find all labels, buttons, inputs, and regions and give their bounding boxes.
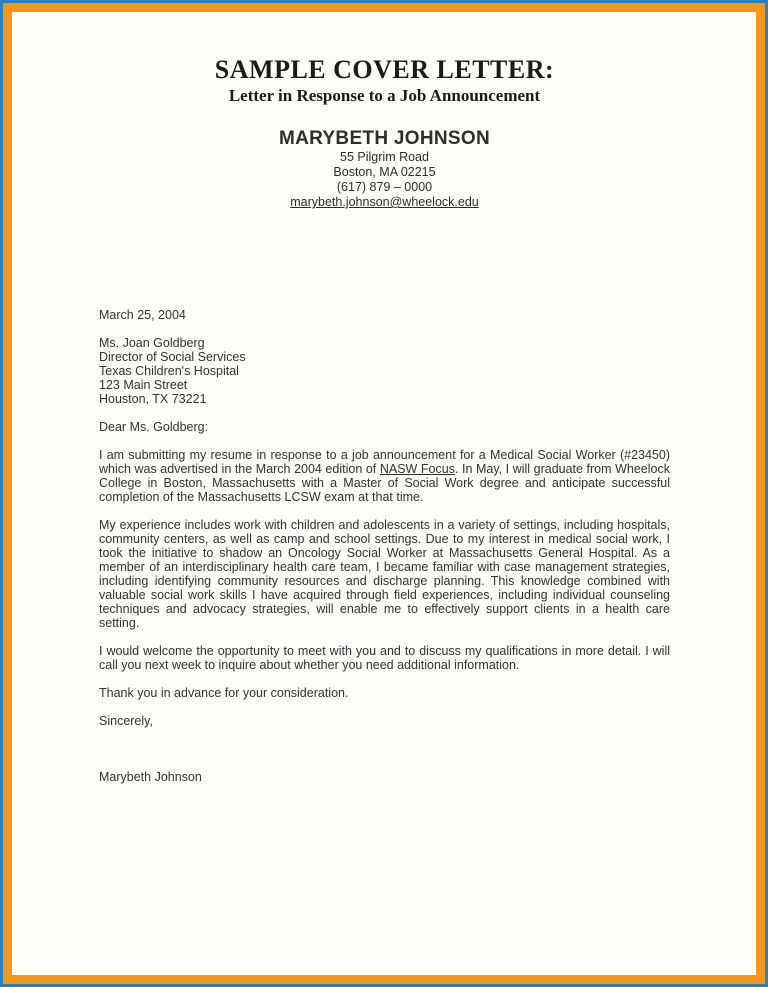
salutation: Dear Ms. Goldberg: bbox=[99, 419, 209, 434]
body-paragraph-2: My experience includes work with children and adolescents in a variety of settings, including hospitals, community centers, as well as camp and school settings. Due to my interest in medical social work, I took the initiative to shadow an Oncology Social Worker at Massachusetts General Hospital. As a member of an interdisciplinary health care team, I became familiar with case management strategies, including identifying community resources and discharge planning. This knowledge combined with valuable social work skills I have acquired through field experiences, including individual counseling techniques and advocacy strategies, will enable me to effectively support clients in a health care setting. bbox=[99, 517, 670, 630]
sender-phone: (617) 879 – 0000 bbox=[336, 179, 433, 194]
recipient-address-block bbox=[99, 336, 670, 406]
document-title: SAMPLE COVER LETTER: bbox=[214, 55, 555, 84]
paragraph-1-text-after: . In May, I will graduate from Wheelock College in Boston, Massachusetts with a Master of Social Work degree and anticipate successful completion of the Massachusetts LCSW exam at that time. bbox=[99, 461, 670, 504]
sender-street: 55 Pilgrim Road bbox=[340, 149, 429, 164]
sender-name: MARYBETH JOHNSON bbox=[279, 127, 490, 149]
paragraph-1-text-before: I am submitting my resume in response to a job announcement for a Medical Social Worker (#23450) which was advertised in the March 2004 edition of bbox=[99, 447, 670, 476]
recipient-city: Houston, TX 73221 bbox=[99, 391, 207, 406]
document-title-block bbox=[99, 55, 670, 107]
sender-header bbox=[99, 127, 670, 210]
letter-date: March 25, 2004 bbox=[99, 307, 186, 322]
document-orange-frame bbox=[3, 3, 765, 984]
recipient-title: Director of Social Services bbox=[99, 349, 246, 364]
body-paragraph-1 bbox=[99, 448, 670, 504]
sender-city: Boston, MA 02215 bbox=[333, 164, 436, 179]
letter-page bbox=[12, 12, 756, 975]
body-paragraph-3: I would welcome the opportunity to meet with you and to discuss my qualifications in more detail. I will call you next week to inquire about whether you need additional information. bbox=[99, 643, 670, 672]
sender-email: marybeth.johnson@wheelock.edu bbox=[290, 194, 479, 209]
recipient-street: 123 Main Street bbox=[99, 377, 188, 392]
closing: Sincerely, bbox=[99, 713, 153, 728]
body-paragraph-4: Thank you in advance for your consideration. bbox=[99, 685, 349, 700]
signature-name: Marybeth Johnson bbox=[99, 769, 202, 784]
document-subtitle: Letter in Response to a Job Announcement bbox=[228, 85, 541, 105]
recipient-organization: Texas Children's Hospital bbox=[99, 363, 239, 378]
publication-name: NASW Focus bbox=[379, 461, 455, 476]
recipient-name: Ms. Joan Goldberg bbox=[99, 335, 205, 350]
